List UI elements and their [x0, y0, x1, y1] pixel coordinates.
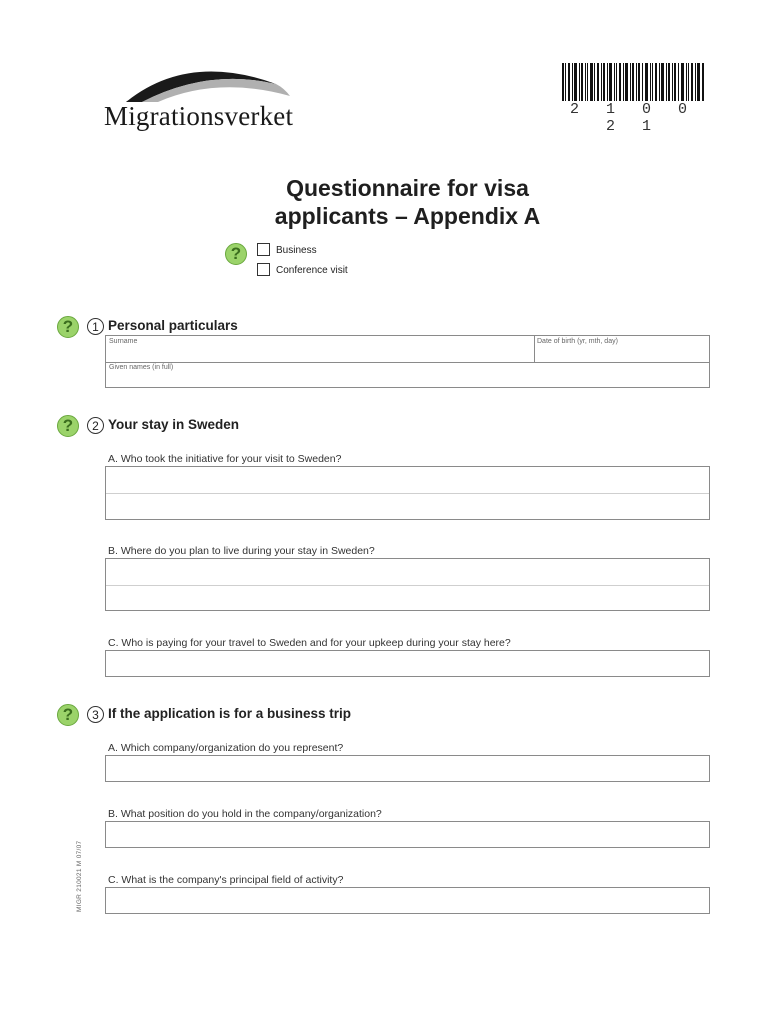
page-title [0, 174, 770, 230]
line-divider [106, 493, 709, 494]
help-question-icon[interactable]: ? [57, 704, 79, 726]
section-title-stay-in-sweden: Your stay in Sweden [108, 417, 240, 432]
question-2a: A. Who took the initiative for your visit to Sweden? [108, 453, 342, 465]
personal-particulars-table [105, 335, 710, 388]
answer-field-2a[interactable] [105, 466, 710, 520]
dob-field[interactable] [535, 336, 709, 362]
question-3b: B. What position do you hold in the company/organization? [108, 808, 382, 820]
barcode-number: 2 1 0 0 2 1 [569, 101, 696, 135]
title-line-1: Questionnaire for visa [286, 175, 529, 201]
business-checkbox[interactable] [257, 243, 270, 256]
title-line-2: applicants – Appendix A [274, 203, 541, 229]
help-question-icon[interactable]: ? [57, 415, 79, 437]
section-number: 3 [87, 706, 104, 723]
question-2b: B. Where do you plan to live during your stay in Sweden? [108, 545, 375, 557]
section-title-personal-particulars: Personal particulars [108, 318, 238, 333]
section-title-business-trip: If the application is for a business trip [108, 706, 352, 721]
dob-label: Date of birth (yr, mth, day) [537, 338, 618, 345]
answer-field-3a[interactable] [105, 755, 710, 782]
section-number: 1 [87, 318, 104, 335]
answer-field-2b[interactable] [105, 558, 710, 611]
line-divider [106, 585, 709, 586]
help-question-icon[interactable]: ? [225, 243, 247, 265]
given-names-field[interactable] [106, 363, 709, 387]
question-3c: C. What is the company's principal field of activity? [108, 874, 344, 886]
form-code-side-text: MIGR 210021 M 07/07 [76, 840, 83, 912]
migrationsverket-logo-arc-icon [118, 62, 293, 104]
question-2c: C. Who is paying for your travel to Sweden and for your upkeep during your stay here? [108, 637, 511, 649]
surname-label: Surname [109, 338, 138, 345]
answer-field-3c[interactable] [105, 887, 710, 914]
given-names-label: Given names (in full) [109, 364, 174, 371]
answer-field-3b[interactable] [105, 821, 710, 848]
business-label: Business [276, 245, 317, 256]
answer-field-2c[interactable] [105, 650, 710, 677]
help-question-icon[interactable]: ? [57, 316, 79, 338]
conference-visit-checkbox[interactable] [257, 263, 270, 276]
conference-visit-label: Conference visit [276, 265, 348, 276]
section-number: 2 [87, 417, 104, 434]
barcode-icon [562, 63, 704, 101]
question-3a: A. Which company/organization do you represent? [108, 742, 344, 754]
surname-field[interactable] [106, 336, 534, 362]
logo-text: Migrationsverket [104, 101, 294, 131]
